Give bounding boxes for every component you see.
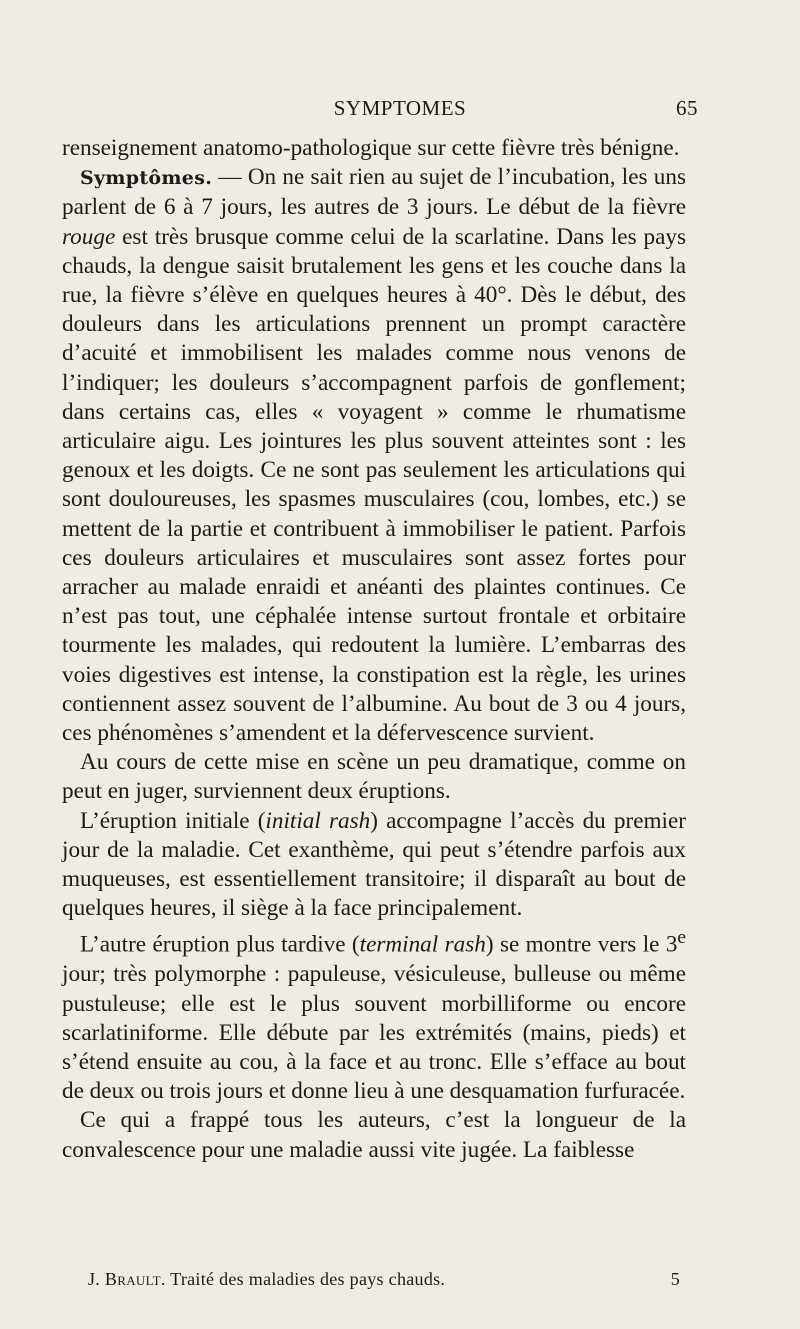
paragraph-text: est très brusque comme celui de la scarlatine. Dans les pays chauds, la dengue saisit brutalement les gens et les couche dans la rue, la fièvre s’élève en quelques heures à 40°. Dès le début, des douleurs dans les articulations prennent un prompt caractère d’acuité et immobilisent les malades comme nous venons de l’indiquer; les douleurs s’accompagnent parfois de gonflement; dans certains cas, elles « voyagent » comme le rhumatisme articulaire aigu. Les jointures les plus souvent atteintes sont : les genoux et les doigts. Ce ne sont pas seulement les articulations qui sont douloureuses, les spasmes musculaires (cou, lombes, etc.) se mettent de la partie et contribuent à immobiliser le patient. Parfois ces douleurs articulaires et musculaires sont assez fortes pour arracher au malade enraidi et anéanti des plaintes continues. Ce n’est pas tout, une céphalée intense surtout frontale et orbitaire tourmente les malades, qui redoutent la lumière. L’embarras des voies digestives est intense, la constipation est la règle, les urines contiennent assez souvent de l’albumine. Au bout de 3 ou 4 jours, ces phénomènes s’amendent et la défervescence survient. — [62, 223, 686, 747]
paragraph-text: L’autre éruption plus tardive ( — [80, 932, 360, 959]
ordinal-suffix: e — [677, 927, 687, 949]
footer-title: Traité des maladies des pays chauds. — [170, 1269, 446, 1289]
paragraph — [62, 807, 686, 924]
paragraph-text: ) accompagne l’accès du premier jour de la maladie. Cet exanthème, qui peut s’étendre parfois aux muqueuses, est essentiellement transitoire; il disparaît au bout de quelques heures, il siège à la face principalement. — [62, 807, 686, 922]
paragraph-text: renseignement anatomo-pathologique sur cette fièvre très bénigne. — [62, 135, 680, 161]
paragraph-text: Au cours de cette mise en scène un peu dramatique, comme on peut en juger, surviennent deux éruptions. — [62, 749, 686, 805]
paragraph — [62, 134, 686, 163]
paragraph-text: ) se montre vers le — [485, 932, 666, 959]
paragraph-text: Ce qui a frappé tous les auteurs, c’est la longueur de la convalescence pour une maladie aussi vite jugée. La faiblesse — [62, 1107, 686, 1163]
page-number: 65 — [676, 96, 698, 120]
paragraph-text: — On ne sait rien au sujet de l’incubation, les uns parlent de 6 à 7 jours, les autres de 3 jours. Le début de la fièvre — [62, 164, 686, 221]
footer-author: Brault. — [104, 1269, 166, 1289]
paragraph — [62, 748, 686, 806]
running-head: SYMPTOMES — [333, 96, 467, 120]
paragraph-text: jour; très polymorphe : papuleuse, vésiculeuse, bulleuse ou même pustuleuse; elle est le plus souvent morbilliforme ou encore scarlatiniforme. Elle débute par les extrémités (mains, pieds) et s’étend ensuite au cou, à la face et au tronc. Elle s’efface au bout de deux ou trois jours et donne lieu à une desquamation furfuracée. — [62, 961, 686, 1105]
section-heading: Symptômes. — [80, 167, 213, 190]
footer-initial: J. — [88, 1269, 101, 1289]
paragraph — [62, 1106, 686, 1164]
body-text — [62, 134, 686, 1165]
ordinal-number: 3 — [665, 932, 678, 959]
italic-term: rouge — [62, 223, 116, 250]
signature-mark: 5 — [670, 1269, 680, 1289]
paragraph — [62, 923, 686, 1106]
italic-term: terminal rash — [359, 932, 486, 959]
italic-term: initial rash — [265, 807, 371, 834]
page-header — [0, 96, 800, 124]
paragraph — [62, 163, 686, 748]
paragraph-text: L’éruption initiale ( — [80, 807, 266, 834]
page-footer — [88, 1269, 688, 1290]
